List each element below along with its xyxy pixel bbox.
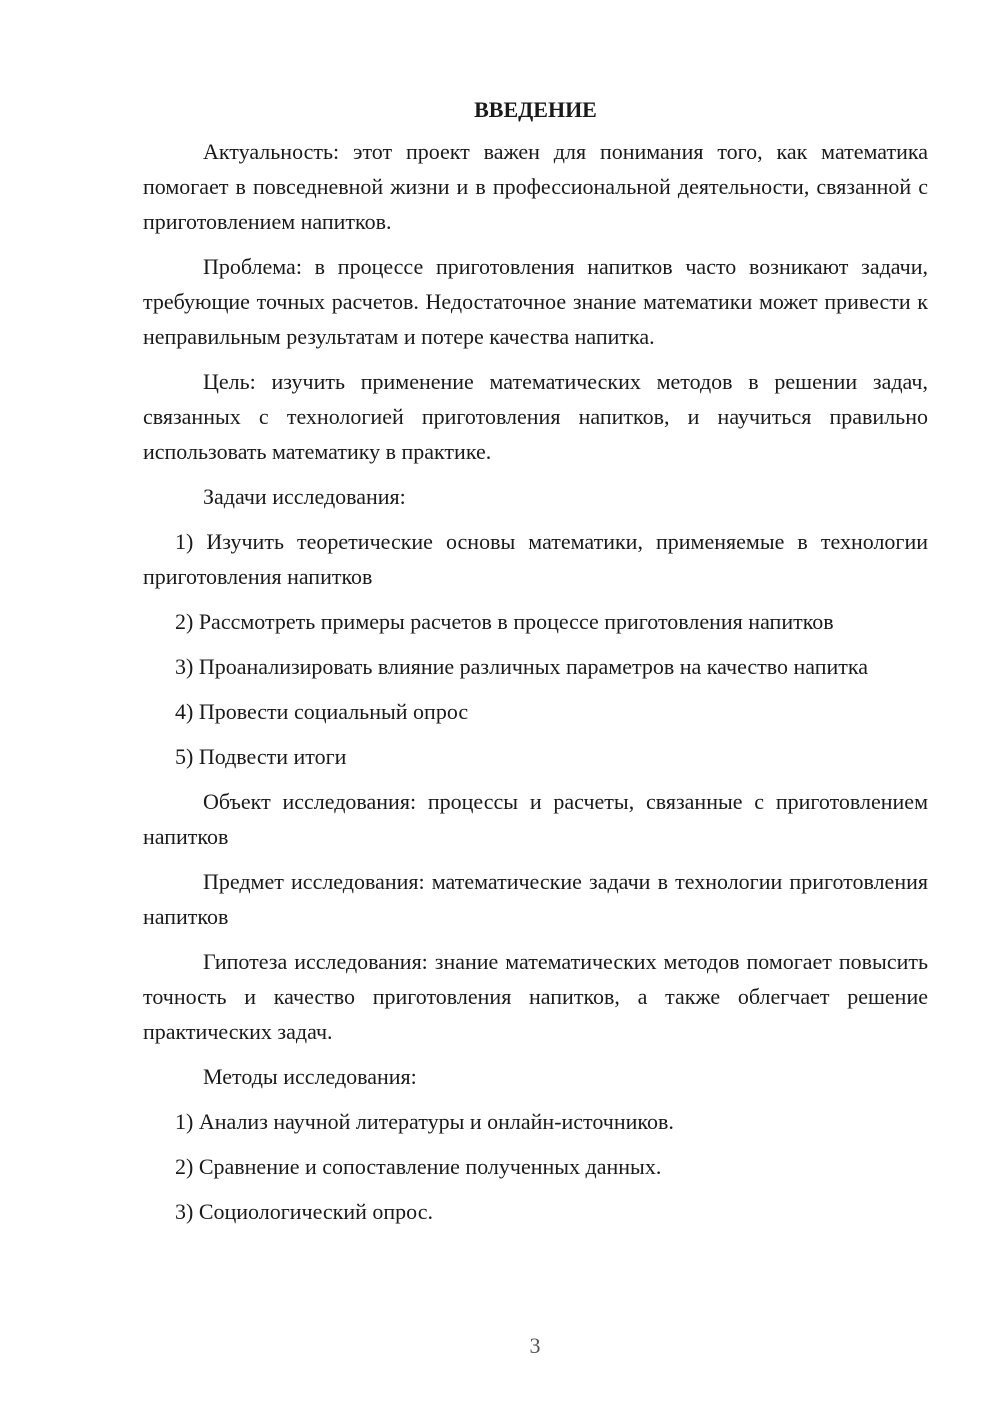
page-number: 3 [529, 1333, 541, 1358]
subject-paragraph: Предмет исследования: математические задачи в технологии приготовления напитков [143, 869, 928, 929]
section-title: ВВЕДЕНИЕ [474, 97, 597, 122]
task-item: 1) Изучить теоретические основы математики, применяемые в технологии приготовления напитков [143, 529, 928, 589]
tasks-heading: Задачи исследования: [203, 484, 406, 509]
method-item: 3) Социологический опрос. [175, 1199, 433, 1224]
method-item: 1) Анализ научной литературы и онлайн-источников. [175, 1109, 674, 1134]
task-item: 4) Провести социальный опрос [175, 699, 469, 724]
task-item: 2) Рассмотреть примеры расчетов в процессе приготовления напитков [175, 609, 834, 634]
hypothesis-paragraph: Гипотеза исследования: знание математических методов помогает повысить точность и качество приготовления напитков, а также облегчает решение практических задач. [143, 949, 928, 1044]
methods-heading: Методы исследования: [203, 1064, 417, 1089]
relevance-paragraph: Актуальность: этот проект важен для понимания того, как математика помогает в повседневной жизни и в профессиональной деятельности, связанной с приготовлением напитков. [143, 139, 928, 234]
method-item: 2) Сравнение и сопоставление полученных данных. [175, 1154, 662, 1179]
object-paragraph: Объект исследования: процессы и расчеты, связанные с приготовлением напитков [143, 789, 928, 849]
problem-paragraph: Проблема: в процессе приготовления напитков часто возникают задачи, требующие точных расчетов. Недостаточное знание математики может привести к неправильным результатам и потере качества напитка. [143, 254, 928, 349]
goal-paragraph: Цель: изучить применение математических методов в решении задач, связанных с технологией приготовления напитков, и научиться правильно использовать математику в практике. [143, 369, 928, 464]
task-item: 3) Проанализировать влияние различных параметров на качество напитка [175, 654, 869, 679]
page-content [143, 92, 928, 1239]
task-item: 5) Подвести итоги [175, 744, 347, 769]
